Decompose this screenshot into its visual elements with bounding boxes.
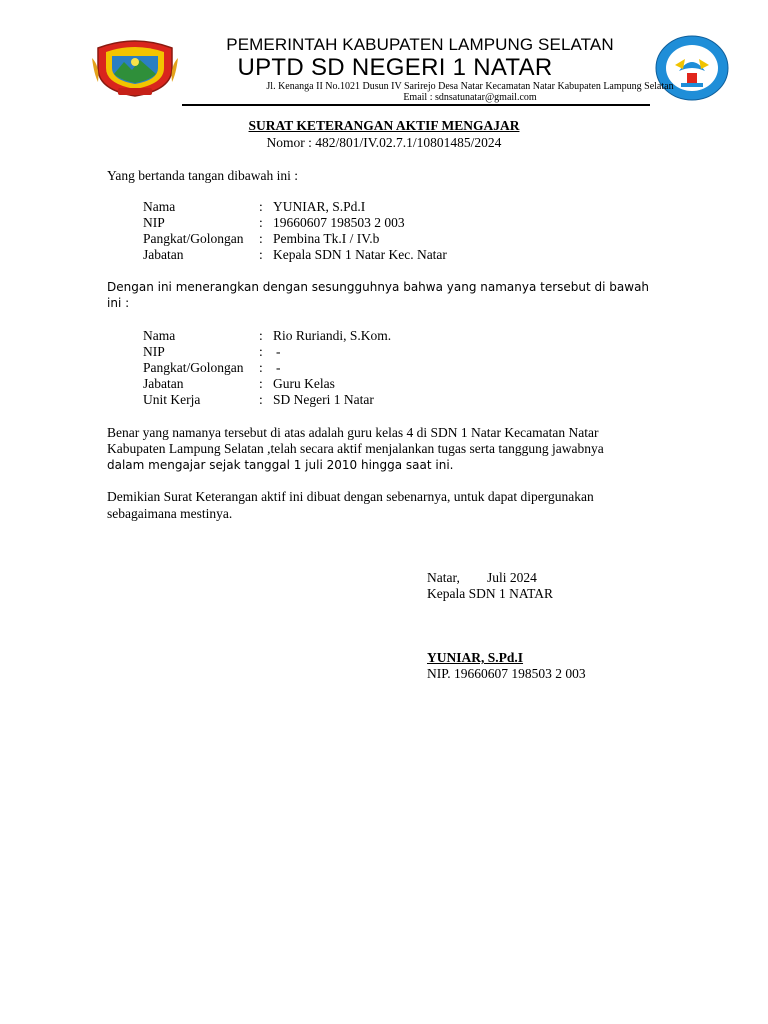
subject-label: Jabatan bbox=[143, 376, 184, 391]
subject-sep: : bbox=[259, 376, 263, 391]
letterhead-divider bbox=[182, 104, 650, 106]
closing-line: sebagaimana mestinya. bbox=[107, 506, 233, 521]
signer-value: 19660607 198503 2 003 bbox=[273, 215, 405, 230]
subject-sep: : bbox=[259, 360, 263, 375]
signer-value: Pembina Tk.I / IV.b bbox=[273, 231, 380, 246]
signature-name: YUNIAR, S.Pd.I bbox=[427, 650, 524, 665]
signer-value: YUNIAR, S.Pd.I bbox=[273, 199, 366, 214]
signature-position: Kepala SDN 1 NATAR bbox=[427, 586, 554, 601]
signer-label: Jabatan bbox=[143, 247, 184, 262]
declaration-line: Dengan ini menerangkan dengan sesungguhnya bahwa yang namanya tersebut di bawah bbox=[107, 280, 650, 294]
subject-sep: : bbox=[259, 344, 263, 359]
body-line: dalam mengajar sejak tanggal 1 juli 2010 hingga saat ini. bbox=[107, 458, 454, 472]
signer-value: Kepala SDN 1 Natar Kec. Natar bbox=[273, 247, 447, 262]
body-line: Kabupaten Lampung Selatan ,telah secara aktif menjalankan tugas serta tanggung jawabnya bbox=[107, 441, 604, 456]
letter-number: Nomor : 482/801/IV.02.7.1/10801485/2024 bbox=[266, 135, 502, 150]
subject-value: - bbox=[276, 360, 281, 375]
signer-label: Nama bbox=[143, 199, 176, 214]
subject-label: Pangkat/Golongan bbox=[143, 360, 244, 375]
subject-sep: : bbox=[259, 392, 263, 407]
signature-place: Natar, bbox=[427, 570, 460, 585]
signature-date: Juli 2024 bbox=[487, 570, 537, 585]
declaration-line: ini : bbox=[107, 296, 130, 310]
subject-value: Guru Kelas bbox=[273, 376, 335, 391]
signature-nip: NIP. 19660607 198503 2 003 bbox=[427, 666, 586, 681]
letter-title: SURAT KETERANGAN AKTIF MENGAJAR bbox=[248, 118, 520, 133]
closing-line: Demikian Surat Keterangan aktif ini dibuat dengan sebenarnya, untuk dapat dipergunakan bbox=[107, 489, 594, 504]
subject-value: - bbox=[276, 344, 281, 359]
school-email: Email : sdnsatunatar@gmail.com bbox=[403, 92, 537, 103]
school-name: UPTD SD NEGERI 1 NATAR bbox=[237, 54, 553, 81]
body-line: Benar yang namanya tersebut di atas adalah guru kelas 4 di SDN 1 Natar Kecamatan Natar bbox=[107, 425, 599, 440]
school-address: Jl. Kenanga II No.1021 Dusun IV Sarirejo Desa Natar Kecamatan Natar Kabupaten Lampung Selatan bbox=[266, 81, 674, 92]
subject-value: SD Negeri 1 Natar bbox=[273, 392, 374, 407]
subject-label: Unit Kerja bbox=[143, 392, 201, 407]
signer-sep: : bbox=[259, 215, 263, 230]
signer-label: Pangkat/Golongan bbox=[143, 231, 244, 246]
signer-sep: : bbox=[259, 199, 263, 214]
signer-label: NIP bbox=[143, 215, 165, 230]
intro-text: Yang bertanda tangan dibawah ini : bbox=[107, 168, 298, 183]
subject-value: Rio Ruriandi, S.Kom. bbox=[273, 328, 392, 343]
subject-label: Nama bbox=[143, 328, 176, 343]
subject-sep: : bbox=[259, 328, 263, 343]
signer-sep: : bbox=[259, 231, 263, 246]
government-name: PEMERINTAH KABUPATEN LAMPUNG SELATAN bbox=[226, 35, 614, 54]
signer-sep: : bbox=[259, 247, 263, 262]
subject-label: NIP bbox=[143, 344, 165, 359]
